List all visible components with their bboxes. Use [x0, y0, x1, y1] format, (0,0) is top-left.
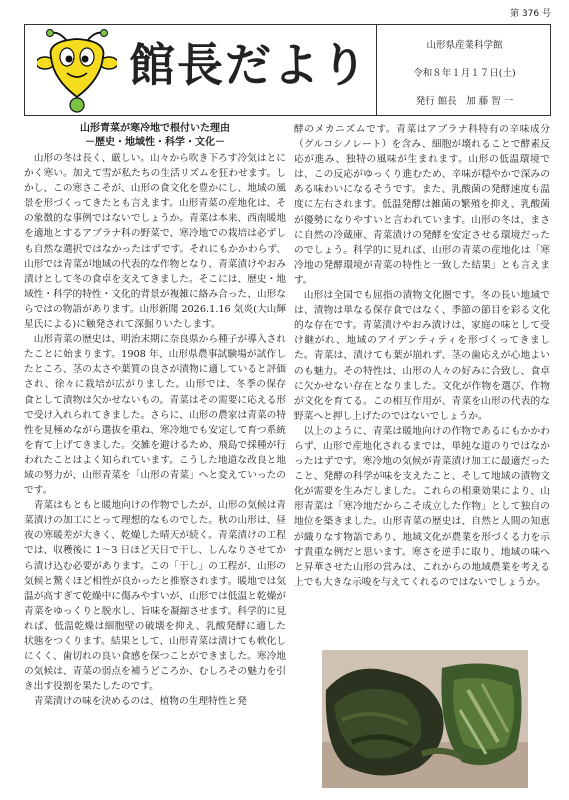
newsletter-header [24, 24, 551, 116]
pickled-greens-photo [322, 650, 528, 788]
article-title: 山形青菜が寒冷地で根付いた理由 [80, 123, 230, 134]
paragraph: 酵のメカニズムです。青菜はアブラナ科特有の辛味成分（グルコシノレート）を含み、細胞が壊れることで酵素反応が進み、独特の風味が生まれます。山形の低温環境では、この反応がゆっくり進むため、辛味が穏やかで深みのある味わいになるそうです。また、乳酸菌の発酵速度も温度に左右されます。低温発酵は雑菌の繁殖を抑え、乳酸菌が優勢になりやすいと言われています。山形の冬は、まさに自然の冷蔵庫、青菜漬けの発酵を安定させる環境だったのでしょう。科学的に見れば、山形の青菜の産地化は「寒冷地の発酵環境が青菜の特性と一致した結果」とも言えます。 [294, 124, 550, 286]
paragraph: 以上のように、青菜は暖地向けの作物であるにもかかわらず、山形で産地化されるまでは、単純な道のりではなかったはずです。寒冷地の気候が青菜漬け加工に最適だったこと、発酵の科学が味を支えたこと、そして地域の漬物文化が需要を生みだしました。これらの相乗効果により、山形青菜は「寒冷地だからこそ成立した作物」として独自の地位を築きました。山形青菜の歴史は、自然と人間の知恵が織りなす物語であり、地域文化が農業を形づくる力を示す貴重な例だと思います。寒さを逆手に取り、地域の味へと昇華させた山形の営みは、これからの地域農業を考える上でも大きな示唆を与えてくれるのではないでしょうか。 [294, 425, 550, 588]
paragraph: 山形の冬は長く、厳しい。山々から吹き下ろす冷気はとにかく寒い。加えて雪が私たちの生活リズムを狂わせます。しかし、この寒さこそが、山形の食文化を豊かにし、地域の風景を形づくってきたとも言えます。山形青菜の産地化は、その象徴的な事例ではないでしょうか。青菜は本来、西南暖地を適地とするアブラナ科の野菜で、寒冷地での栽培は必ずしも自然な選択ではなかったはずです。それにもかかわらず、山形では青菜が地域の代表的な作物となり、青菜漬けやおみ漬けとして冬の食卓を支えてきました。そこには、歴史・地域性・科学的特性・文化的背景が複雑に絡み合った、山形ならではの物語があります。山形新聞 2026.1.16 気炎(大山輝星氏による)に触発されて深掘りいたします。 [24, 153, 286, 331]
article-subtitle: －歴史・地域性・科学・文化－ [85, 137, 225, 148]
right-column [294, 122, 550, 590]
issue-number: 第 376 号 [510, 9, 551, 19]
museum-name: 山形県産業科学館 [426, 40, 503, 51]
newsletter-title: 館長だより [129, 38, 369, 92]
issue-date: 令和８年１月１７日(土) [413, 68, 516, 79]
left-column [24, 122, 286, 709]
paragraph: 青菜はもともと暖地向けの作物でしたが、山形の気候は青菜漬けの加工にとって理想的なものでした。秋の山形は、昼夜の寒暖差が大きく、乾燥した晴天が続く。青菜漬けの工程では、収穫後に 1～3 日ほど天日で干し、しんなりさせてから漬け込む必要があります。この「干し」の工程が、山形の気候と驚くほど相性が良かったと推察されます。暖地では気温が高すぎて乾燥中に傷みやすいが、山形では低温と乾燥が青菜をゆっくりと脱水し、旨味を凝縮させます。科学的に見れば、低温乾燥は細胞壁の破壊を抑え、乳酸発酵に適した状態をつくります。結果として、山形青菜は漬けても軟化しにくく、歯切れの良い食感を保つことができました。寒冷地の気候は、青菜の弱点を補うどころか、むしろその魅力を引き出す役割を果たしたのです。 [24, 500, 286, 693]
paragraph: 山形青菜の歴史は、明治末期に奈良県から種子が導入されたことに始まります。1908 年、山形県農事試験場が試作したところ、茎の太さや葉質の良さが漬物に適していると評価され、徐々に栽培が広がりました。山形では、冬季の保存食として漬物は欠かせないもの。青菜はその需要に応える形で受け入れられてきました。さらに、山形の農家は青菜の特性を見極めながら選抜を重ね、寒冷地でも安定して育つ系統を育て上げてきました。交雑を避けるため、飛島で採種が行われたことはよく知られています。こうした地道な改良と地域の努力が、山形青菜を「山形の青菜」へと変えていったのです。 [24, 334, 286, 497]
publisher-line: 発行 館長 加 藤 智 一 [415, 96, 514, 107]
bee-mascot-icon [37, 27, 117, 113]
paragraph: 青菜漬けの味を決めるのは、植物の生理特性と発 [33, 696, 247, 708]
paragraph: 山形は全国でも屈指の漬物文化圏です。冬の長い地域では、漬物は単なる保存食ではなく、季節の節目を彩る文化的な存在です。青菜漬けやおみ漬けは、家庭の味として受け継がれ、地域のアイデンティティを形づくってきました。青菜は、漬けても葉が崩れず、茎の歯応えが心地よいのも魅力。その特性は、山形の人々の好みに合致し、食卓に欠かせない存在となりました。文化が作物を選び、作物が文化を育てる。この相互作用が、青菜を山形の代表的な野菜へと押し上げたのではないでしょうか。 [294, 290, 550, 422]
